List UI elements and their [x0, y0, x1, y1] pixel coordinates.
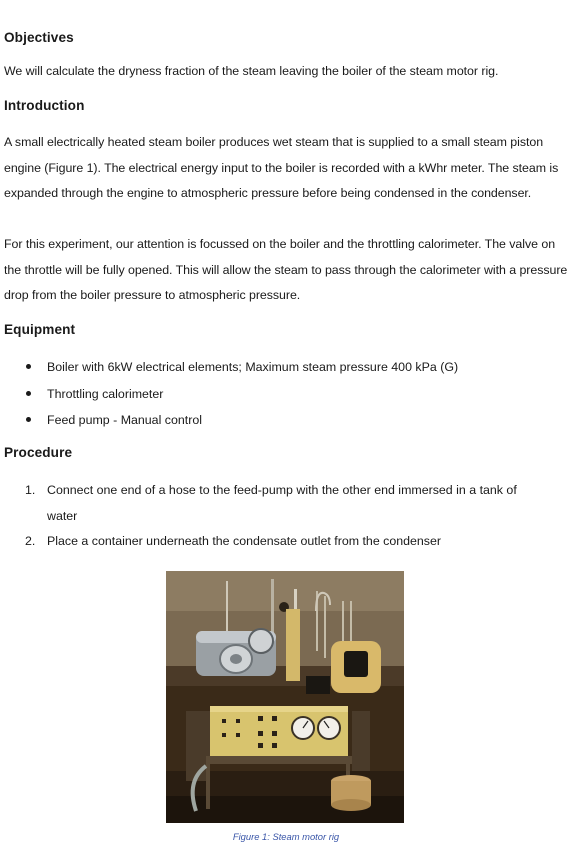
- procedure-step: [0, 478, 545, 529]
- procedure-heading: Procedure: [4, 445, 73, 460]
- equipment-item: Feed pump - Manual control: [0, 407, 572, 434]
- bullet-icon: [26, 391, 31, 396]
- introduction-paragraph-2: For this experiment, our attention is focussed on the boiler and the throttling calorimeter. The valve on the throttle will be fully opened. This will allow the steam to pass through the calorimeter with a pressure drop from the boiler pressure to atmospheric pressure.: [4, 237, 568, 303]
- step-text: Place a container underneath the condensate outlet from the condenser: [47, 534, 442, 549]
- equipment-list: [0, 354, 572, 434]
- step-number: 1.: [25, 483, 36, 497]
- equipment-item: Boiler with 6kW electrical elements; Maximum steam pressure 400 kPa (G): [0, 354, 572, 381]
- bullet-icon: [26, 364, 31, 369]
- bullet-icon: [26, 417, 31, 422]
- introduction-heading: Introduction: [4, 98, 85, 113]
- steam-motor-rig-illustration: [166, 571, 404, 823]
- equipment-item: Throttling calorimeter: [0, 381, 572, 408]
- figure-caption: Figure 1: Steam motor rig: [232, 831, 340, 842]
- procedure-step: [0, 529, 545, 555]
- equipment-heading: Equipment: [4, 322, 76, 337]
- step-text: Connect one end of a hose to the feed-pump with the other end immersed in a tank of water: [47, 483, 517, 523]
- objectives-text: We will calculate the dryness fraction of the steam leaving the boiler of the steam motor rig.: [4, 64, 499, 78]
- procedure-list: [0, 478, 572, 555]
- step-number: 2.: [25, 534, 36, 549]
- objectives-heading: Objectives: [4, 30, 74, 45]
- introduction-paragraph-1: A small electrically heated steam boiler produces wet steam that is supplied to a small steam piston engine (Figure 1). The electrical energy input to the boiler is recorded with a kWhr meter. The steam is expanded through the engine to atmospheric pressure before being condensed in the condenser.: [4, 135, 559, 201]
- steam-motor-rig-photo: [166, 571, 404, 823]
